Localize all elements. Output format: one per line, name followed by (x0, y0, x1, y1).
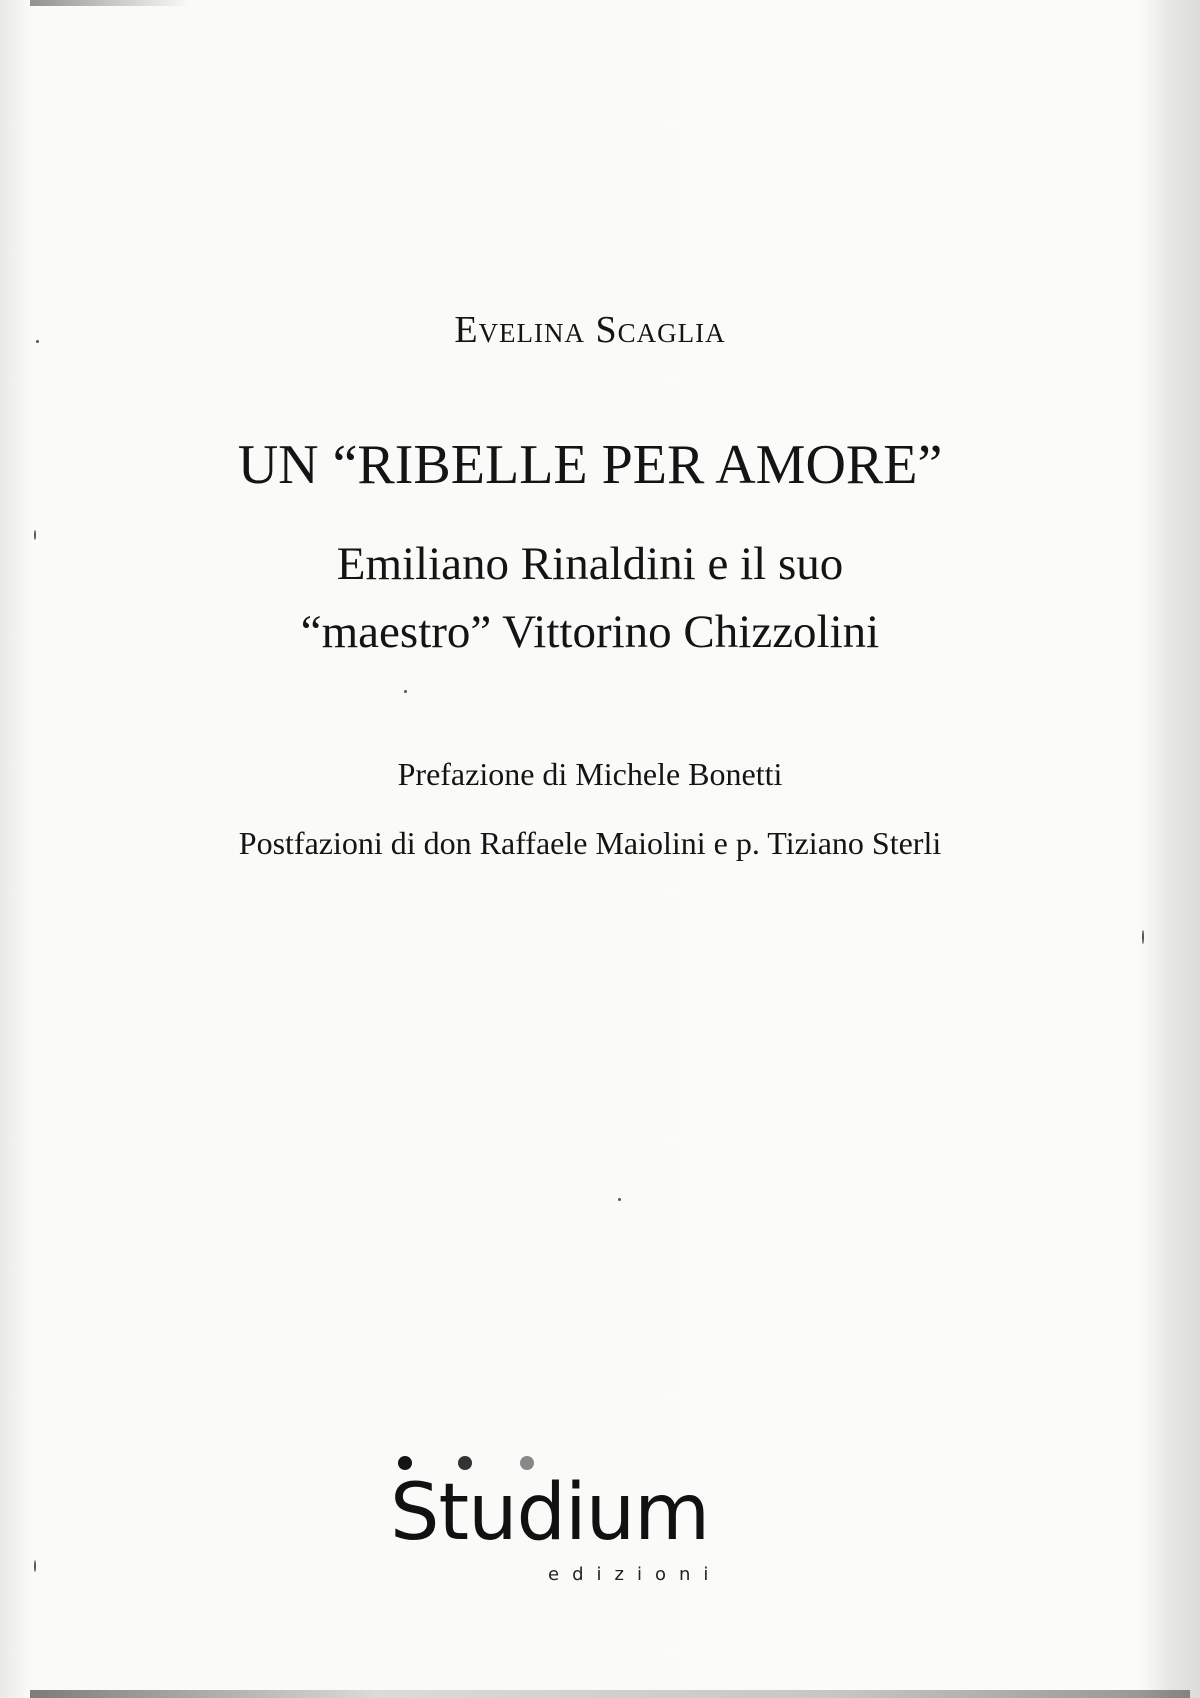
book-subtitle-line-1: Emiliano Rinaldini e il suo (336, 538, 844, 590)
scan-speck (404, 690, 407, 693)
page-edge-shadow-top (30, 0, 190, 6)
page-edge-shadow-bottom (30, 1690, 1190, 1698)
publisher-imprint: edizioni (548, 1564, 722, 1585)
scan-speck (34, 530, 36, 540)
publisher-name: Studium (390, 1468, 710, 1558)
book-subtitle-line-2: “maestro” Vittorino Chizzolini (300, 606, 880, 658)
publisher-logo (390, 1456, 770, 1606)
author-name: Evelina Scaglia (454, 309, 726, 351)
preface-credit: Prefazione di Michele Bonetti (397, 756, 783, 792)
book-title: UN “RIBELLE PER AMORE” (237, 434, 943, 496)
postface-credit: Postfazioni di don Raffaele Maiolini e p. Tiziano Sterli (238, 825, 942, 861)
scan-speck (36, 340, 39, 343)
scan-speck (1142, 930, 1144, 944)
scan-speck (34, 1560, 36, 1572)
scan-speck (618, 1198, 621, 1201)
